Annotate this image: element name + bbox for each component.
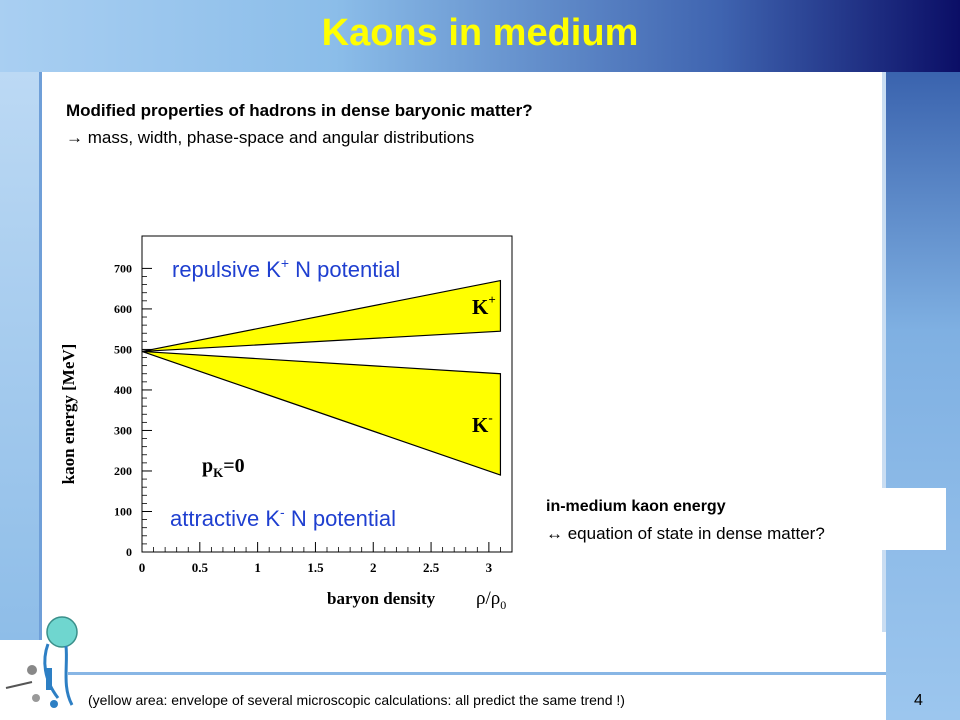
repulsive-annotation-charge: +: [280, 255, 290, 271]
y-tick-label: 700: [114, 261, 132, 276]
x-axis-symbol-subscript: 0: [500, 598, 507, 612]
x-axis-symbol-text: ρ/ρ: [476, 588, 501, 609]
x-tick-label: 1.5: [307, 560, 324, 575]
band-label-name: K: [472, 295, 489, 319]
momentum-annotation: [202, 455, 245, 480]
y-axis-label-text: kaon energy: [59, 390, 78, 485]
x-tick-label: 2: [370, 560, 377, 575]
repulsive-annotation-prefix: repulsive K: [172, 257, 281, 282]
x-axis-label: baryon density: [327, 589, 436, 608]
footnote: (yellow area: envelope of several microscopic calculations: all predict the same trend !): [88, 692, 625, 708]
bottom-decor-line: [68, 672, 886, 675]
repulsive-annotation-suffix: N potential: [289, 257, 401, 282]
right-decor-strip: [886, 72, 960, 720]
y-axis-label: [59, 344, 78, 485]
institute-logo: [2, 610, 82, 720]
x-tick-label: 0: [138, 560, 146, 575]
slide-title: Kaons in medium: [321, 12, 639, 54]
band-label-charge: -: [488, 410, 493, 425]
slide-subheading: → mass, width, phase-space and angular distributions: [66, 128, 475, 147]
page-number: 4: [914, 692, 923, 709]
band-label-name: K: [472, 413, 489, 437]
slide-heading: Modified properties of hadrons in dense baryonic matter?: [66, 101, 533, 120]
y-tick-label: 600: [114, 301, 132, 316]
x-tick-label: 1: [254, 560, 261, 575]
momentum-subscript: K: [213, 465, 224, 480]
y-tick-label: 0: [126, 545, 132, 559]
y-tick-label: 100: [114, 504, 132, 519]
attractive-annotation-suffix: N potential: [284, 506, 397, 531]
x-tick-label: 3: [485, 560, 493, 575]
callout-text: ↔ equation of state in dense matter?: [546, 524, 825, 543]
momentum-symbol: p: [202, 455, 214, 477]
callout-title: in-medium kaon energy: [546, 498, 726, 515]
x-tick-label: 2.5: [422, 560, 440, 575]
left-decor-line: [39, 72, 42, 640]
y-tick-label: 300: [114, 423, 132, 438]
band-label-charge: +: [488, 292, 496, 307]
y-tick-label: 500: [114, 342, 132, 357]
attractive-annotation-charge: -: [280, 504, 285, 520]
attractive-annotation-prefix: attractive K: [170, 506, 281, 531]
y-tick-label: 200: [114, 463, 132, 478]
y-axis-unit: [MeV]: [59, 343, 78, 391]
y-tick-label: 400: [114, 382, 132, 397]
left-decor-strip: [0, 72, 39, 640]
kaon-energy-chart: [52, 214, 527, 614]
momentum-value: =0: [223, 455, 245, 477]
x-tick-label: 0.5: [191, 560, 208, 575]
